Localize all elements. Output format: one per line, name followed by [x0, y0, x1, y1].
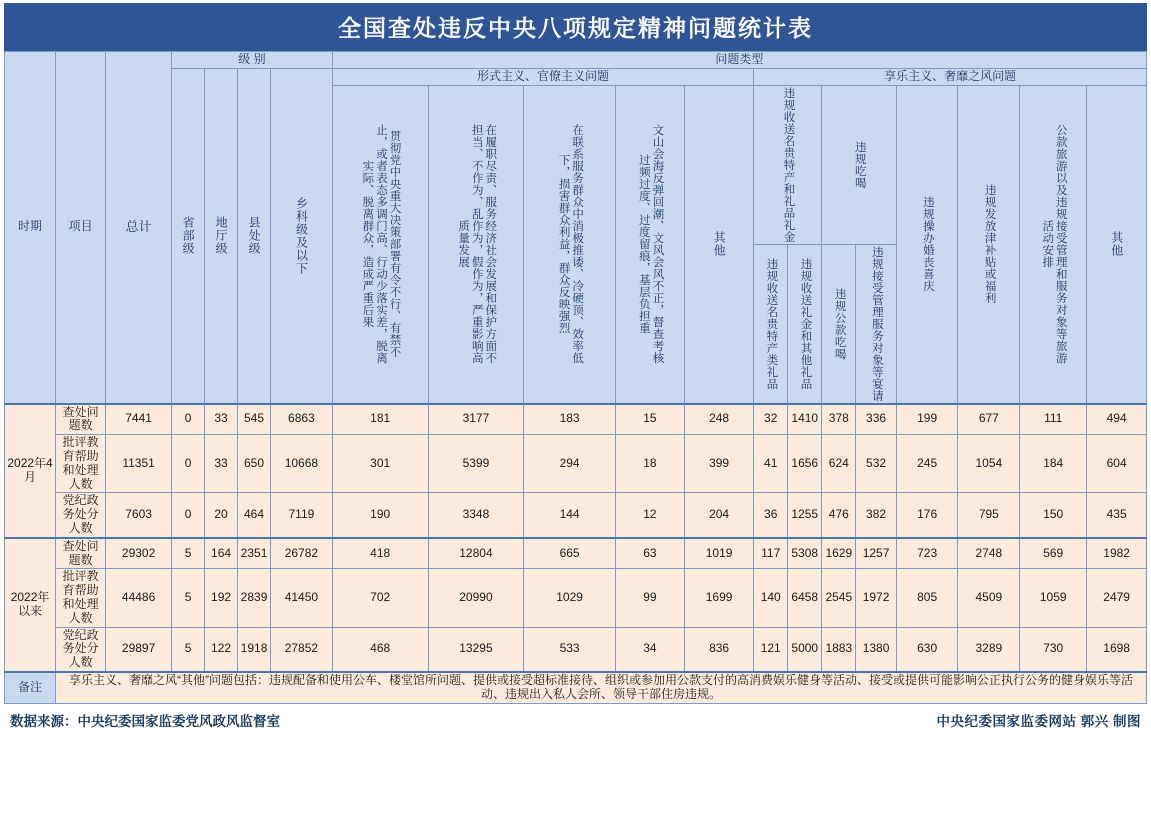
- statistics-table: [4, 51, 1147, 704]
- header-period: 时期: [5, 52, 56, 404]
- cell-formalism-4: 34: [615, 627, 684, 672]
- cell-level-sheng: 0: [172, 404, 205, 435]
- header-level-diting-label: 地厅级: [214, 216, 229, 256]
- cell-subsidy: 1054: [958, 435, 1020, 493]
- header-hedonism-banquet: [896, 85, 958, 404]
- header-hedonism-gift-group: [754, 85, 822, 244]
- cell-level-diting: 192: [205, 569, 238, 627]
- cell-gift-specialty: 121: [754, 627, 788, 672]
- cell-formalism-other: 399: [685, 435, 754, 493]
- cell-formalism-4: 63: [615, 538, 684, 569]
- cell-formalism-1: 181: [332, 404, 428, 435]
- cell-subsidy: 4509: [958, 569, 1020, 627]
- header-item: 项目: [56, 52, 106, 404]
- row-item-label: 党纪政务处分人数: [56, 493, 106, 538]
- cell-formalism-other: 1699: [685, 569, 754, 627]
- cell-formalism-1: 468: [332, 627, 428, 672]
- header-hedonism-banquet-label: 违规操办婚丧喜庆: [921, 196, 934, 293]
- cell-formalism-3: 294: [524, 435, 616, 493]
- cell-formalism-1: 190: [332, 493, 428, 538]
- cell-subsidy: 795: [958, 493, 1020, 538]
- cell-formalism-3: 183: [524, 404, 616, 435]
- cell-level-sheng: 5: [172, 569, 205, 627]
- header-hedonism-other: [1087, 85, 1147, 404]
- cell-level-diting: 33: [205, 435, 238, 493]
- cell-formalism-4: 12: [615, 493, 684, 538]
- cell-gift-money: 5000: [788, 627, 822, 672]
- cell-level-xianchu: 2351: [238, 538, 271, 569]
- cell-level-diting: 122: [205, 627, 238, 672]
- cell-dining-invite: 336: [856, 404, 896, 435]
- cell-level-sheng: 0: [172, 435, 205, 493]
- cell-dining-public: 624: [822, 435, 856, 493]
- header-total-label: 总计: [125, 219, 152, 235]
- cell-level-sheng: 0: [172, 493, 205, 538]
- cell-formalism-3: 144: [524, 493, 616, 538]
- cell-travel: 184: [1020, 435, 1087, 493]
- data-source: 数据来源：中央纪委国家监委党风政风监督室: [10, 713, 280, 729]
- table-row: [5, 569, 1147, 627]
- cell-formalism-4: 99: [615, 569, 684, 627]
- cell-formalism-4: 18: [615, 435, 684, 493]
- row-item-label: 批评教育帮助和处理人数: [56, 569, 106, 627]
- cell-formalism-3: 665: [524, 538, 616, 569]
- cell-hedonism-other: 2479: [1087, 569, 1147, 627]
- cell-subsidy: 3289: [958, 627, 1020, 672]
- cell-total: 44486: [106, 569, 172, 627]
- cell-level-xianchu: 2839: [238, 569, 271, 627]
- cell-travel: 569: [1020, 538, 1087, 569]
- header-formalism-col-1-label: 贯彻党中央重大决策部署有令不行、有禁不止，或者表态多调门高、行动少落实差，脱离实际、脱离群众，造成严重后果: [361, 124, 401, 365]
- cell-dining-invite: 1972: [856, 569, 896, 627]
- table-row: [5, 493, 1147, 538]
- cell-banquet: 199: [896, 404, 958, 435]
- header-formalism-col-3-label: 在联系服务群众中消极推诿、冷硬顶、效率低下，损害群众利益，群众反映强烈: [557, 124, 584, 365]
- header-hedonism-gift-sub-2: [788, 244, 822, 404]
- header-formalism-col-2: [428, 85, 524, 404]
- cell-formalism-2: 3348: [428, 493, 524, 538]
- cell-hedonism-other: 494: [1087, 404, 1147, 435]
- cell-formalism-other: 836: [685, 627, 754, 672]
- header-level-sheng-label: 省部级: [181, 216, 196, 256]
- header-hedonism-dining-sub-1-label: 违规公款吃喝: [833, 287, 846, 360]
- cell-travel: 150: [1020, 493, 1087, 538]
- cell-formalism-1: 702: [332, 569, 428, 627]
- cell-formalism-other: 204: [685, 493, 754, 538]
- cell-level-xianchu: 464: [238, 493, 271, 538]
- cell-gift-specialty: 140: [754, 569, 788, 627]
- table-row: [5, 627, 1147, 672]
- cell-formalism-3: 1029: [524, 569, 616, 627]
- header-level-xiangke: [271, 68, 333, 403]
- cell-level-sheng: 5: [172, 627, 205, 672]
- header-level-group: 级 别: [172, 52, 333, 69]
- header-hedonism-dining-group: [822, 85, 896, 244]
- header-formalism-col-4: [615, 85, 684, 404]
- cell-dining-public: 378: [822, 404, 856, 435]
- cell-gift-money: 1656: [788, 435, 822, 493]
- cell-level-diting: 164: [205, 538, 238, 569]
- row-period-2022-ytd: 2022年以来: [5, 538, 56, 672]
- header-hedonism-dining-sub-2-label: 违规接受管理服务对象等宴请: [870, 245, 883, 402]
- cell-banquet: 176: [896, 493, 958, 538]
- header-hedonism-travel: [1020, 85, 1087, 404]
- row-item-label: 党纪政务处分人数: [56, 627, 106, 672]
- header-group-hedonism: 享乐主义、奢靡之风问题: [754, 68, 1147, 85]
- remark-row: [5, 672, 1147, 703]
- remark-label: 备注: [5, 672, 56, 703]
- cell-formalism-2: 13295: [428, 627, 524, 672]
- credit: 中央纪委国家监委网站 郭兴 制图: [936, 713, 1141, 729]
- cell-banquet: 245: [896, 435, 958, 493]
- header-hedonism-dining-group-label: 违规吃喝: [853, 140, 866, 189]
- cell-level-xianchu: 650: [238, 435, 271, 493]
- cell-hedonism-other: 435: [1087, 493, 1147, 538]
- header-level-sheng: [172, 68, 205, 403]
- cell-travel: 1059: [1020, 569, 1087, 627]
- header-level-xianchu-label: 县处级: [247, 216, 262, 256]
- header-formalism-col-other: [685, 85, 754, 404]
- header-hedonism-gift-sub-1: [754, 244, 788, 404]
- header-problem-group: 问题类型: [332, 52, 1146, 69]
- remark-text: 享乐主义、奢靡之风“其他”问题包括：违规配备和使用公车、楼堂馆所问题、提供或接受超标准接待、组织或参加用公款支付的高消费娱乐健身等活动、接受或提供可能影响公正执行公务的健身娱乐等活动、违规出入私人会所、领导干部住房违规。: [56, 672, 1147, 703]
- cell-gift-money: 6458: [788, 569, 822, 627]
- header-formalism-col-3: [524, 85, 616, 404]
- cell-formalism-2: 20990: [428, 569, 524, 627]
- cell-level-xiangke: 41450: [271, 569, 333, 627]
- header-formalism-col-4-label: 文山会海反弹回潮、文风会风不正，督查考核过频过度、过度留痕，基层负担重: [637, 124, 664, 365]
- cell-level-xiangke: 7119: [271, 493, 333, 538]
- row-item-label: 查处问题数: [56, 404, 106, 435]
- header-hedonism-gift-sub-2-label: 违规收送礼金和其他礼品: [799, 257, 812, 390]
- table-row: [5, 538, 1147, 569]
- cell-gift-specialty: 41: [754, 435, 788, 493]
- cell-total: 29302: [106, 538, 172, 569]
- cell-formalism-1: 418: [332, 538, 428, 569]
- cell-banquet: 630: [896, 627, 958, 672]
- header-level-diting: [205, 68, 238, 403]
- cell-hedonism-other: 1698: [1087, 627, 1147, 672]
- header-level-xiangke-label: 乡科级及以下: [294, 196, 309, 275]
- cell-level-xiangke: 26782: [271, 538, 333, 569]
- cell-subsidy: 677: [958, 404, 1020, 435]
- header-row-1: [5, 52, 1147, 69]
- cell-formalism-2: 3177: [428, 404, 524, 435]
- cell-level-diting: 33: [205, 404, 238, 435]
- page-title: 全国查处违反中央八项规定精神问题统计表: [4, 3, 1147, 51]
- footer: [4, 704, 1147, 730]
- cell-gift-specialty: 32: [754, 404, 788, 435]
- cell-level-xianchu: 1918: [238, 627, 271, 672]
- header-hedonism-travel-label: 公款旅游以及违规接受管理和服务对象等旅游活动安排: [1041, 124, 1067, 365]
- cell-formalism-1: 301: [332, 435, 428, 493]
- header-formalism-col-1: [332, 85, 428, 404]
- cell-total: 29897: [106, 627, 172, 672]
- cell-formalism-4: 15: [615, 404, 684, 435]
- header-hedonism-subsidy-label: 违规发放津补贴或福利: [983, 184, 996, 305]
- cell-level-sheng: 5: [172, 538, 205, 569]
- cell-level-xiangke: 6863: [271, 404, 333, 435]
- header-hedonism-subsidy: [958, 85, 1020, 404]
- header-hedonism-gift-group-label: 违规收送名贵特产和礼品礼金: [782, 86, 795, 243]
- cell-formalism-3: 533: [524, 627, 616, 672]
- cell-gift-money: 5308: [788, 538, 822, 569]
- cell-level-xiangke: 10668: [271, 435, 333, 493]
- cell-subsidy: 2748: [958, 538, 1020, 569]
- cell-level-xianchu: 545: [238, 404, 271, 435]
- header-group-formalism: 形式主义、官僚主义问题: [332, 68, 753, 85]
- cell-dining-invite: 1257: [856, 538, 896, 569]
- cell-dining-public: 2545: [822, 569, 856, 627]
- cell-total: 11351: [106, 435, 172, 493]
- cell-level-diting: 20: [205, 493, 238, 538]
- cell-formalism-2: 12804: [428, 538, 524, 569]
- row-item-label: 批评教育帮助和处理人数: [56, 435, 106, 493]
- cell-gift-specialty: 36: [754, 493, 788, 538]
- statistics-page: [0, 3, 1151, 823]
- cell-dining-public: 476: [822, 493, 856, 538]
- cell-travel: 111: [1020, 404, 1087, 435]
- table-row: [5, 435, 1147, 493]
- cell-gift-money: 1410: [788, 404, 822, 435]
- cell-banquet: 723: [896, 538, 958, 569]
- row-item-label: 查处问题数: [56, 538, 106, 569]
- cell-dining-invite: 1380: [856, 627, 896, 672]
- header-hedonism-dining-sub-2: [856, 244, 896, 404]
- cell-hedonism-other: 1982: [1087, 538, 1147, 569]
- cell-total: 7603: [106, 493, 172, 538]
- cell-gift-specialty: 117: [754, 538, 788, 569]
- cell-hedonism-other: 604: [1087, 435, 1147, 493]
- header-hedonism-other-label: 其他: [1109, 231, 1124, 258]
- cell-dining-invite: 532: [856, 435, 896, 493]
- table-row: [5, 404, 1147, 435]
- header-level-xianchu: [238, 68, 271, 403]
- header-formalism-col-other-label: 其他: [712, 231, 727, 258]
- cell-formalism-other: 1019: [685, 538, 754, 569]
- cell-level-xiangke: 27852: [271, 627, 333, 672]
- row-period-2022-04: 2022年4月: [5, 404, 56, 538]
- cell-dining-public: 1883: [822, 627, 856, 672]
- header-row-2: [5, 68, 1147, 85]
- cell-dining-public: 1629: [822, 538, 856, 569]
- cell-gift-money: 1255: [788, 493, 822, 538]
- cell-formalism-other: 248: [685, 404, 754, 435]
- cell-banquet: 805: [896, 569, 958, 627]
- cell-total: 7441: [106, 404, 172, 435]
- header-formalism-col-2-label: 在履职尽责、服务经济社会发展和保护方面不担当、不作为、乱作为，假作为，严重影响高质量发展: [457, 124, 497, 365]
- cell-travel: 730: [1020, 627, 1087, 672]
- header-hedonism-gift-sub-1-label: 违规收送名贵特产类礼品: [765, 257, 778, 390]
- cell-formalism-2: 5399: [428, 435, 524, 493]
- header-hedonism-dining-sub-1: [822, 244, 856, 404]
- cell-dining-invite: 382: [856, 493, 896, 538]
- header-total: [106, 52, 172, 404]
